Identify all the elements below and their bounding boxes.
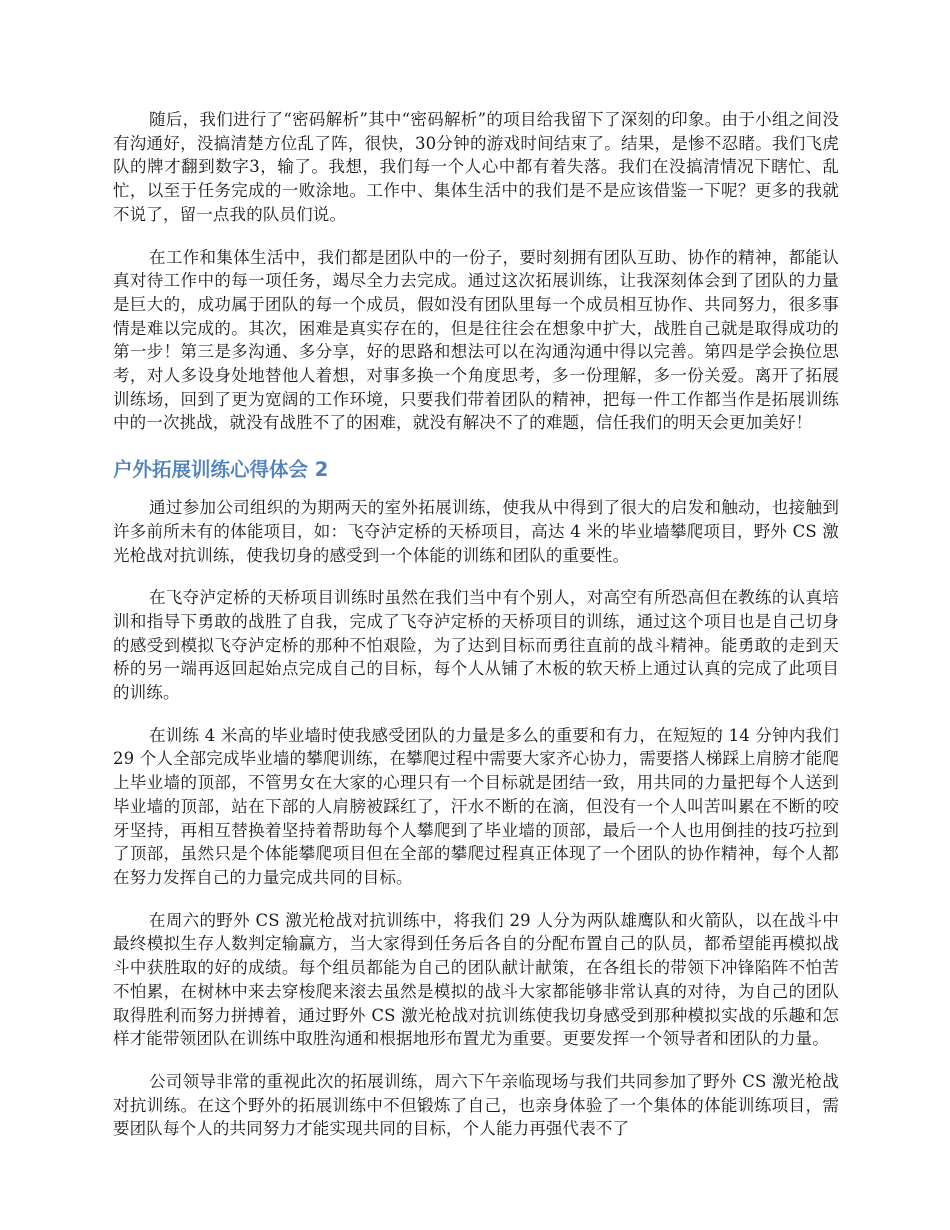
paragraph: 随后，我们进行了“密码解析”其中“密码解析”的项目给我留下了深刻的印象。由于小组之间没有沟通好，没搞清楚方位乱了阵，很快，30分钟的游戏时间结束了。结果，是惨不忍睹。我们飞虎队的牌才翻到数字3，输了。我想，我们每一个人心中都有着失落。我们在没搞清情况下瞎忙、乱忙，以至于任务完成的一败涂地。工作中、集体生活中的我们是不是应该借鉴一下呢？更多的我就不说了，留一点我的队员们说。 — [113, 110, 839, 224]
paragraph: 在飞夺泸定桥的天桥项目训练时虽然在我们当中有个别人，对高空有所恐高但在教练的认真培训和指导下勇敢的战胜了自我，完成了飞夺泸定桥的天桥项目的训练，通过这个项目也是自己切身的感受到模拟飞夺泸定桥的那种不怕艰险，为了达到目标而勇往直前的战斗精神。能勇敢的走到天桥的另一端再返回起始点完成自己的目标，每个人从铺了木板的软天桥上通过认真的完成了此项目的训练。 — [113, 588, 839, 703]
section-heading: 户外拓展训练心得体会 2 — [113, 458, 329, 482]
paragraph: 公司领导非常的重视此次的拓展训练，周六下午亲临现场与我们共同参加了野外 CS 激光枪战对抗训练。在这个野外的拓展训练中不但锻炼了自己，也亲身体验了一个集体的体能训练项目，需要团队每个人的共同努力才能实现共同的目标，个人能力再强代表不了 — [113, 1071, 839, 1139]
paragraph: 在训练 4 米高的毕业墙时使我感受团队的力量是多么的重要和有力，在短短的 14 分钟内我们 29 个人全部完成毕业墙的攀爬训练，在攀爬过程中需要大家齐心协力，需要搭人梯踩上肩膀才能爬上毕业墙的顶部，不管男女在大家的心理只有一个目标就是团结一致，用共同的力量把每个人送到毕业墙的顶部，站在下部的人肩膀被踩红了，汗水不断的在滴，但没有一个人叫苦叫累在不断的咬牙坚持，再相互替换着坚持着帮助每个人攀爬到了毕业墙的顶部，最后一个人也用倒挂的技巧拉到了顶部，虽然只是个体能攀爬项目但在全部的攀爬过程真正体现了一个团队的协作精神，每个人都在努力发挥自己的力量完成共同的目标。 — [113, 725, 839, 887]
document-page — [113, 108, 839, 1141]
paragraph: 通过参加公司组织的为期两天的室外拓展训练，使我从中得到了很大的启发和触动，也接触到许多前所未有的体能项目，如：飞夺泸定桥的天桥项目，高达 4 米的毕业墙攀爬项目，野外 CS 激光枪战对抗训练，使我切身的感受到一个体能的训练和团队的重要性。 — [113, 498, 839, 565]
paragraph: 在周六的野外 CS 激光枪战对抗训练中，将我们 29 人分为两队雄鹰队和火箭队，以在战斗中最终模拟生存人数判定输赢方，当大家得到任务后各自的分配布置自己的队员，都希望能再模拟战斗中获胜取的好的成绩。每个组员都能为自己的团队献计献策，在各组长的带领下冲锋陷阵不怕苦不怕累，在树林中来去穿梭爬来滚去虽然是模拟的战斗大家都能够非常认真的对待，为自己的团队取得胜利而努力拼搏着，通过野外 CS 激光枪战对抗训练使我切身感受到那种模拟实战的乐趣和怎样才能带领团队在训练中取胜沟通和根据地形布置尤为重要。更要发挥一个领导者和团队的力量。 — [113, 910, 839, 1049]
paragraph: 在工作和集体生活中，我们都是团队中的一份子，要时刻拥有团队互助、协作的精神，都能认真对待工作中的每一项任务，竭尽全力去完成。通过这次拓展训练，让我深刻体会到了团队的力量是巨大的，成功属于团队的每一个成员，假如没有团队里每一个成员相互协作、共同努力，很多事情是难以完成的。其次，困难是真实存在的，但是往往会在想象中扩大，战胜自己就是取得成功的第一步！第三是多沟通、多分享，好的思路和想法可以在沟通沟通中得以完善。第四是学会换位思考，对人多设身处地替他人着想，对事多换一个角度思考，多一份理解，多一份关爱。离开了拓展训练场，回到了更为宽阔的工作环境，只要我们带着团队的精神，把每一件工作都当作是拓展训练中的一次挑战，就没有战胜不了的困难，就没有解决不了的难题，信任我们的明天会更加美好！ — [113, 247, 839, 433]
